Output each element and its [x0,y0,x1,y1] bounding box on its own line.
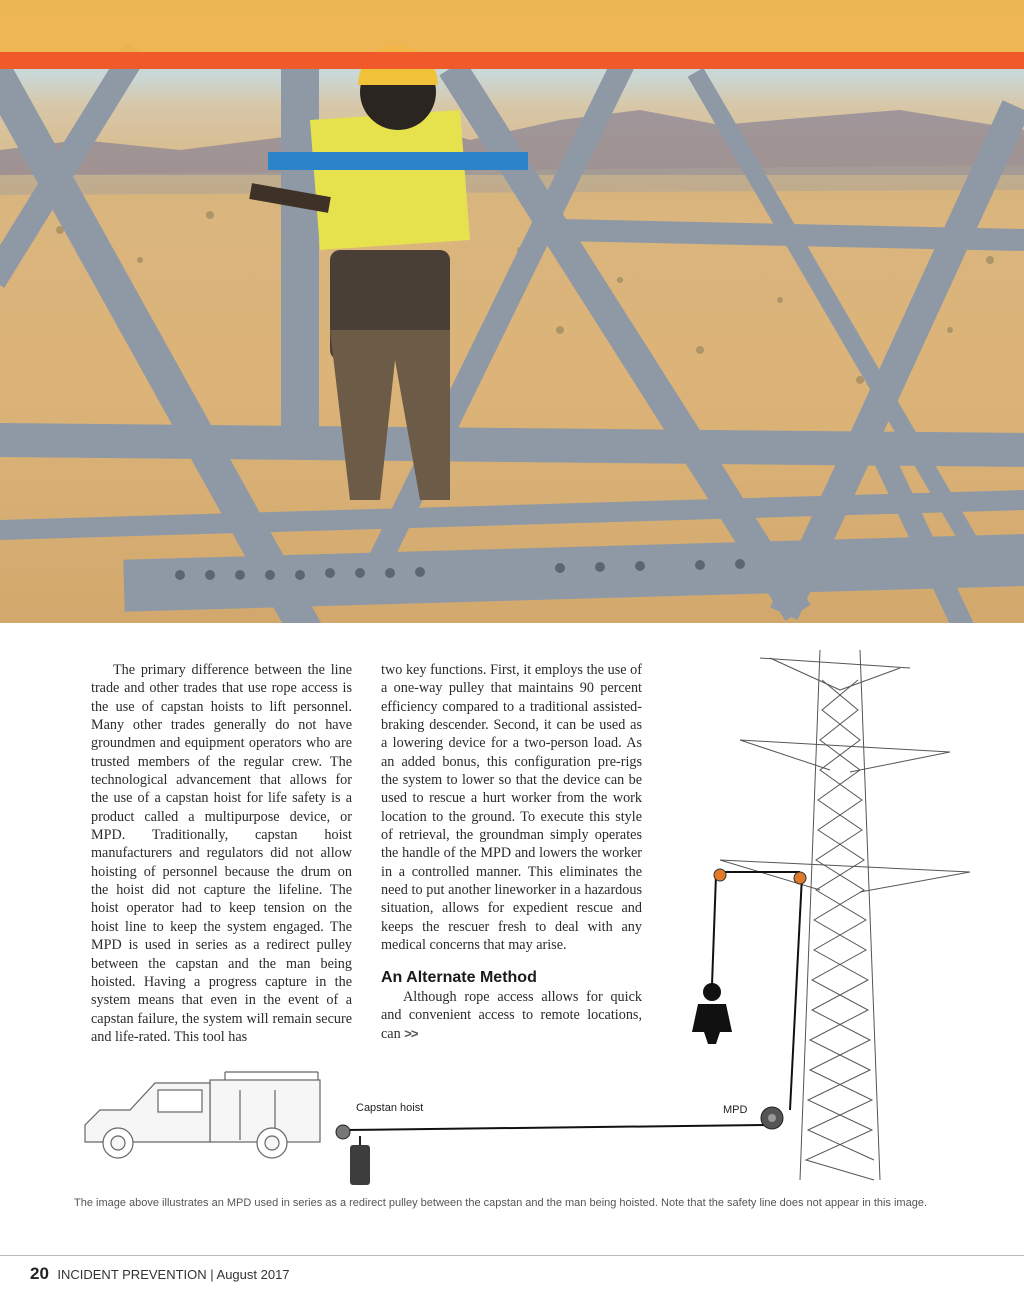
publication-issue: INCIDENT PREVENTION | August 2017 [57,1267,290,1282]
column-2-paragraph-2 [381,988,642,1043]
page-number: 20 [30,1264,49,1283]
diagram-caption: The image above illustrates an MPD used in series as a redirect pulley between the capstan and the man being hoisted. Note that the safety line does not appear in this image. [74,1197,928,1209]
footer-divider [0,1255,1024,1256]
column-1-paragraph: The primary difference between the line trade and other trades that use rope access is the use of capstan hoists to lift personnel. Many other trades generally do not have groundmen and equipment operators who are trusted members of the regular crew. The technological advancement that allows for the use of a capstan hoist for life safety is a product called a multipurpose device, or MPD. Traditionally, capstan hoist manufacturers and regulators did not allow hoisting of personnel because the drum on the hoist did not capture the lifeline. The hoist operator had to keep tension on the hoist line to keep the system engaged. The MPD is used in series as a redirect pulley between the capstan and the man being hoisted. Having a progress capture in the system means that even in the event of a capstan failure, the system will remain secure and life-rated. This tool has [91,662,352,1045]
page-footer [30,1264,290,1284]
hero-photo [0,0,1024,623]
article-column-1 [91,661,352,1046]
top-pulley-left [714,869,726,881]
top-pulley-right [794,872,806,884]
column-2-paragraph-1: two key functions. First, it employs the use of a one-way pulley that maintains 90 percent efficiency compared to a traditional assisted-braking descender. Second, it can be used as a lowering device for a two-person load. As an added bonus, this configuration pre-rigs the system to lower so that the device can be used to rescue a hurt worker from the work location to the ground. To execute this style of retrieval, the groundman simply operates the handle of the MPD and lowers the worker in a controlled manner. This eliminates the need to put another lineworker in a hazardous situation, allows for expedient rescue and keeps the rescuer fresh to deal with any medical concerns that may arise. [381,662,642,954]
header-color-band [0,0,1024,52]
continued-arrow-icon: >> [404,1025,418,1041]
article-column-2 [381,661,642,1043]
column-2-paragraph-2-text: Although rope access allows for quick and convenient access to remote locations, can [381,988,642,1042]
tower-worker-illustration [0,0,1024,623]
mpd-label: MPD [723,1104,748,1116]
transmission-tower-drawing [720,650,970,1180]
utility-truck-drawing [85,1072,320,1158]
capstan-hoist-label: Capstan hoist [356,1102,424,1114]
capstan-hoist-icon [336,1125,370,1185]
subheading-alternate-method: An Alternate Method [381,968,537,986]
header-accent-rule [0,52,1024,69]
mpd-device [761,1107,783,1129]
hoisted-worker-icon [692,983,732,1044]
